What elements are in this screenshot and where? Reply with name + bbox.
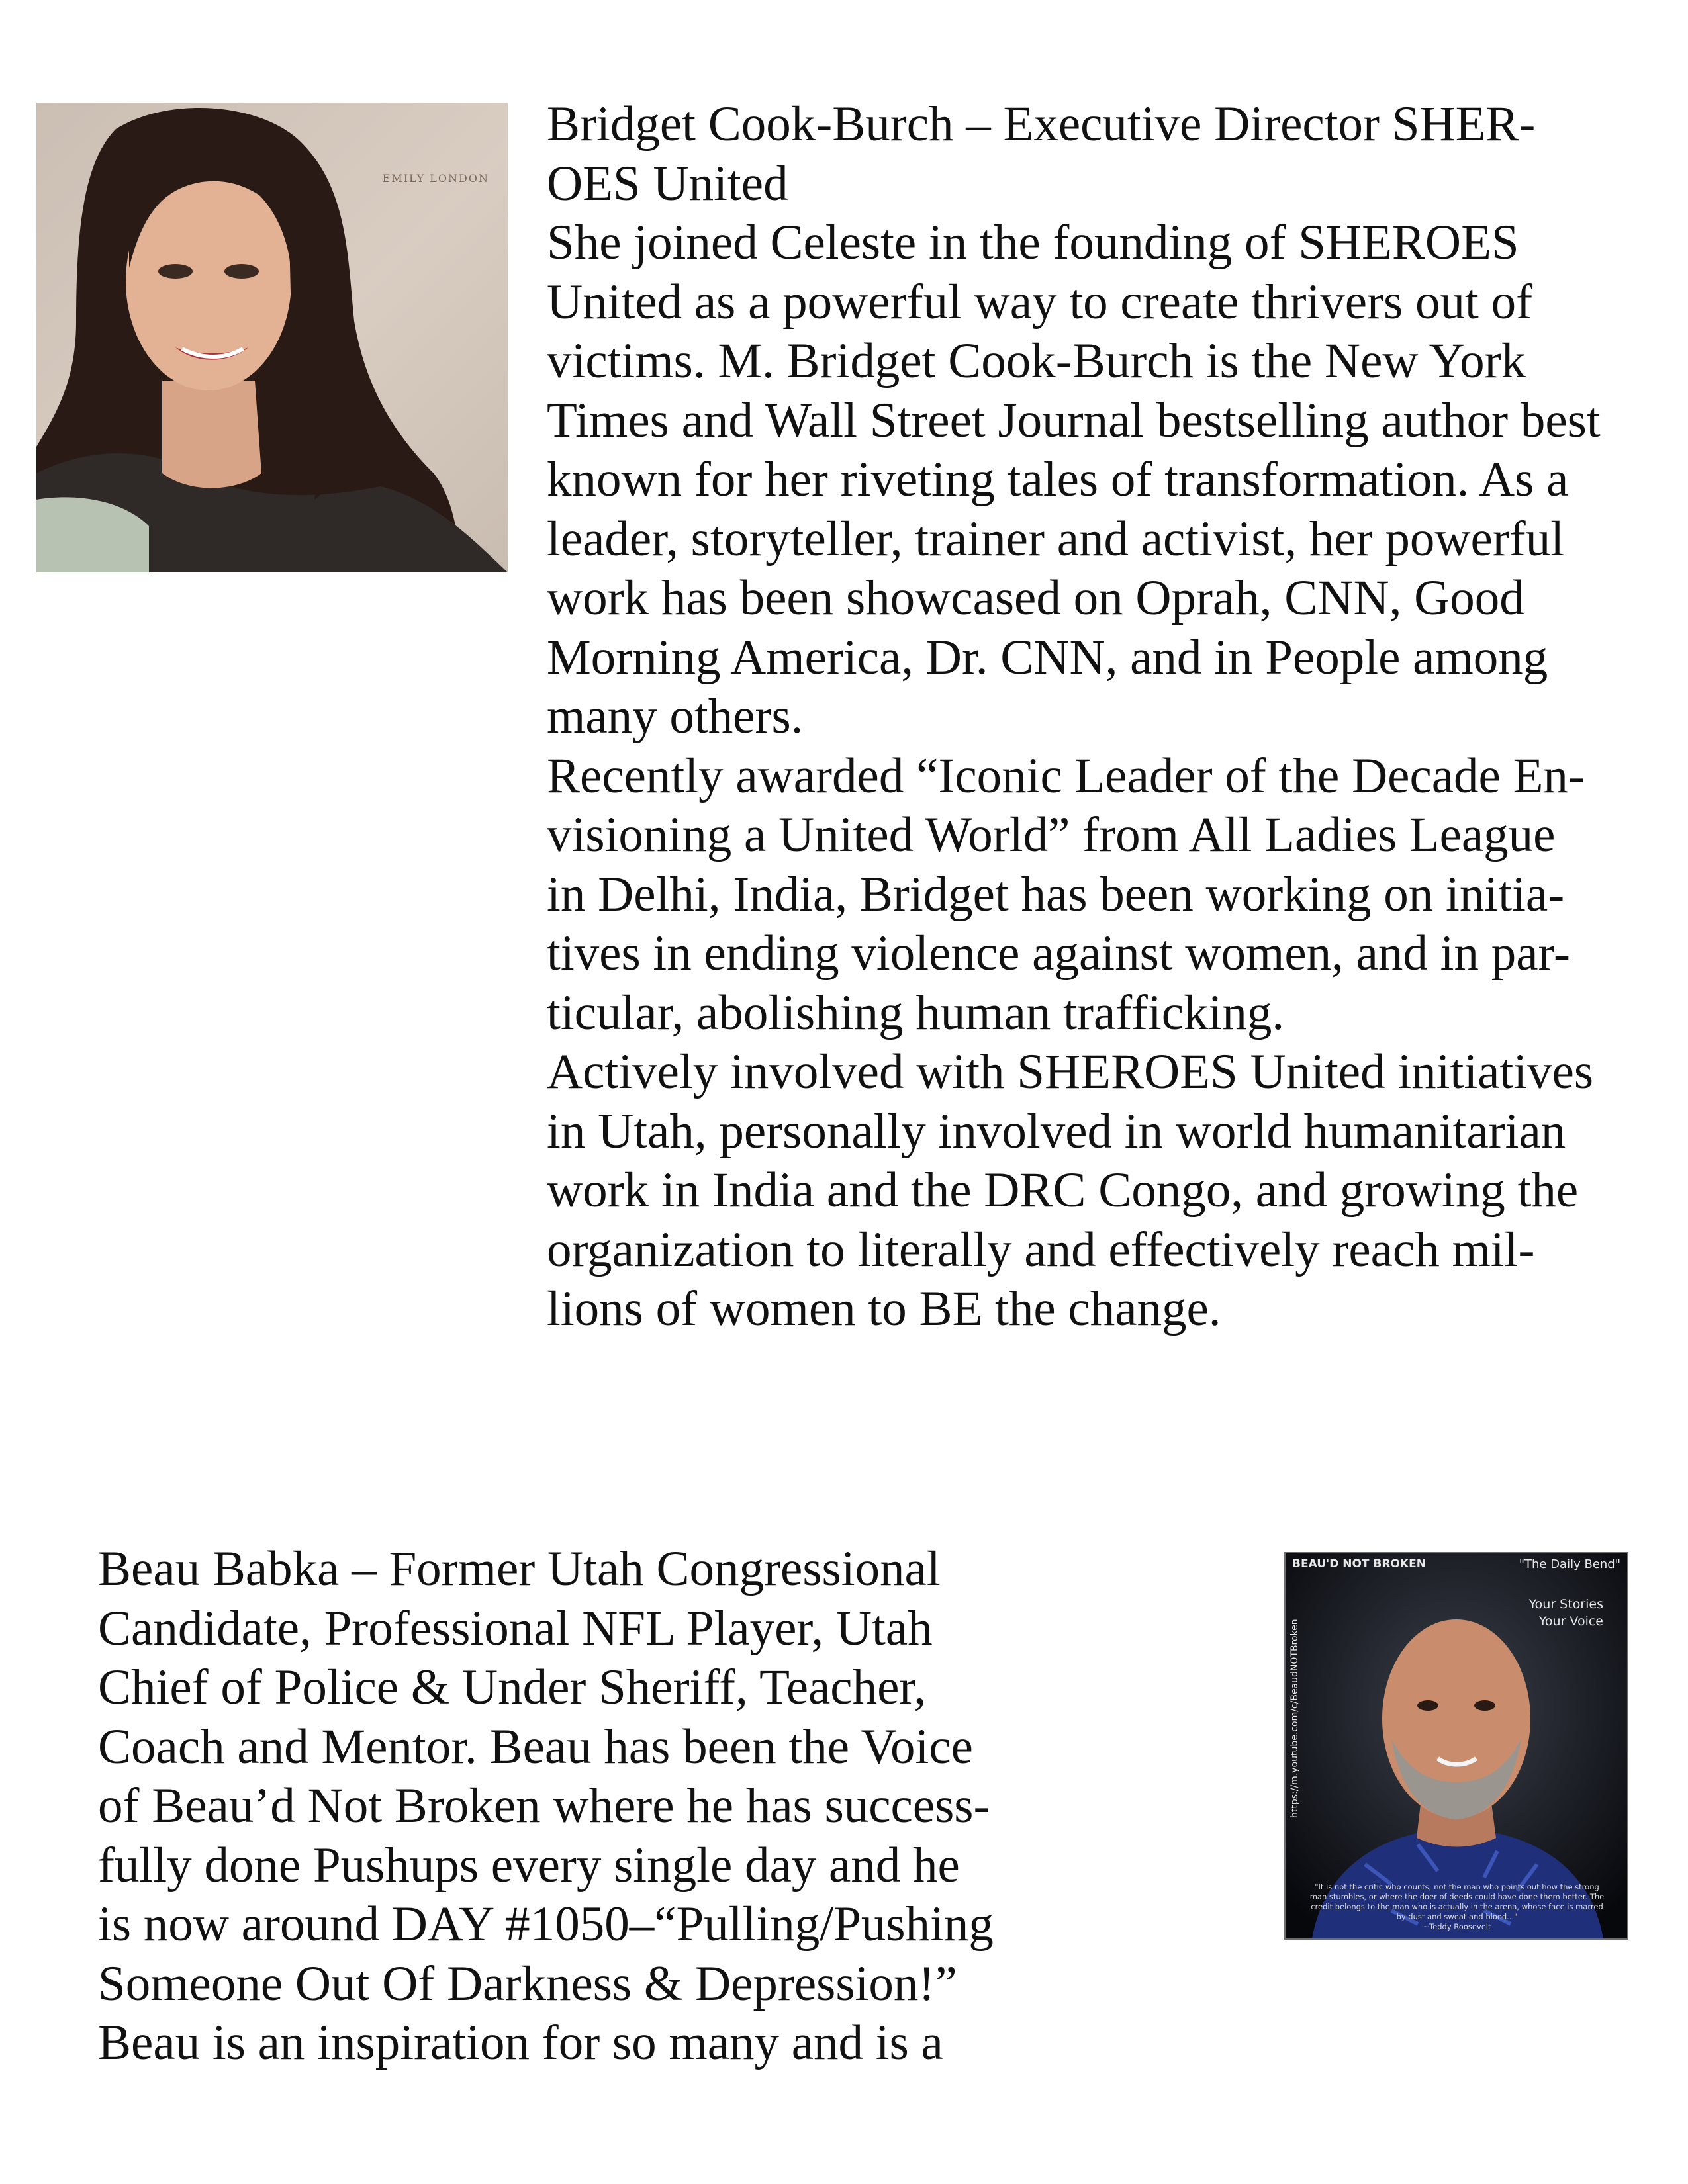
bio-line: known for her riveting tales of transformation. As a [547,452,1569,507]
photo-quote [1296,1882,1618,1932]
bio-line: She joined Celeste in the founding of SHEROES [547,215,1519,270]
bio-line: United as a powerful way to create thrivers out of [547,274,1533,330]
bio-line: OES United [547,156,788,211]
bio-line: Candidate, Professional NFL Player, Utah [98,1600,933,1656]
bio-line: of Beau’d Not Broken where he has success- [98,1778,990,1833]
photo-brand-text: BEAU'D NOT BROKEN [1292,1557,1426,1570]
bio-line: Recently awarded “Iconic Leader of the Decade En- [547,748,1585,803]
photo-url-text: https://m.youtube.com/c/BeaudNOTBroken [1289,1619,1300,1818]
bridget-bio [547,95,1601,1339]
photo-tagline: Your Voice [1538,1614,1603,1629]
beau-portrait-photo [1284,1552,1628,1940]
bio-line: Beau is an inspiration for so many and is a [98,2015,943,2070]
beau-bio [98,1539,994,2073]
quote-line: "It is not the critic who counts; not the man who points out how the strong [1315,1882,1599,1891]
bridget-portrait-photo [36,103,508,572]
bio-line: tives in ending violence against women, and in par- [547,926,1570,981]
bio-line: Someone Out Of Darkness & Depression!” [98,1956,957,2011]
bio-line: Actively involved with SHEROES United initiatives [547,1044,1594,1099]
bio-line: visioning a United World” from All Ladies League [547,807,1556,862]
quote-line: by dust and sweat and blood..." [1396,1912,1518,1921]
photo-watermark: EMILY LONDON [382,172,489,185]
bio-line: Coach and Mentor. Beau has been the Voice [98,1719,973,1774]
bio-line: in Utah, personally involved in world humanitarian [547,1103,1566,1159]
bio-line: in Delhi, India, Bridget has been working on initia- [547,866,1565,922]
bio-line: Morning America, Dr. CNN, and in People among [547,629,1548,685]
bio-line: victims. M. Bridget Cook-Burch is the New York [547,334,1526,388]
bio-line: ticular, abolishing human trafficking. [547,985,1285,1040]
quote-line: man stumbles, or where the doer of deeds could have done them better. The [1309,1892,1605,1901]
bio-line: organization to literally and effectively reach mil- [547,1222,1535,1277]
photo-show-title: "The Daily Bend" [1519,1557,1620,1571]
bio-line: fully done Pushups every single day and he [98,1837,960,1893]
bio-line: is now around DAY #1050–“Pulling/Pushing [98,1897,994,1952]
bio-line: many others. [547,689,804,744]
bio-line: work has been showcased on Oprah, CNN, Good [547,570,1524,625]
bio-line: work in India and the DRC Congo, and growing the [547,1163,1579,1218]
quote-line: credit belongs to the man who is actually in the arena, whose face is marred [1311,1902,1603,1911]
bio-line: leader, storyteller, trainer and activist, her powerful [547,511,1565,567]
quote-line: ~Teddy Roosevelt [1423,1922,1491,1931]
bio-line: Bridget Cook-Burch – Executive Director SHER- [547,97,1536,152]
photo-tagline: Your Stories [1528,1597,1603,1612]
bio-line: Beau Babka – Former Utah Congressional [98,1541,941,1596]
bio-line: Times and Wall Street Journal bestselling author best [547,392,1601,448]
bio-line: lions of women to BE the change. [547,1281,1221,1336]
bio-line: Chief of Police & Under Sheriff, Teacher, [98,1660,927,1715]
